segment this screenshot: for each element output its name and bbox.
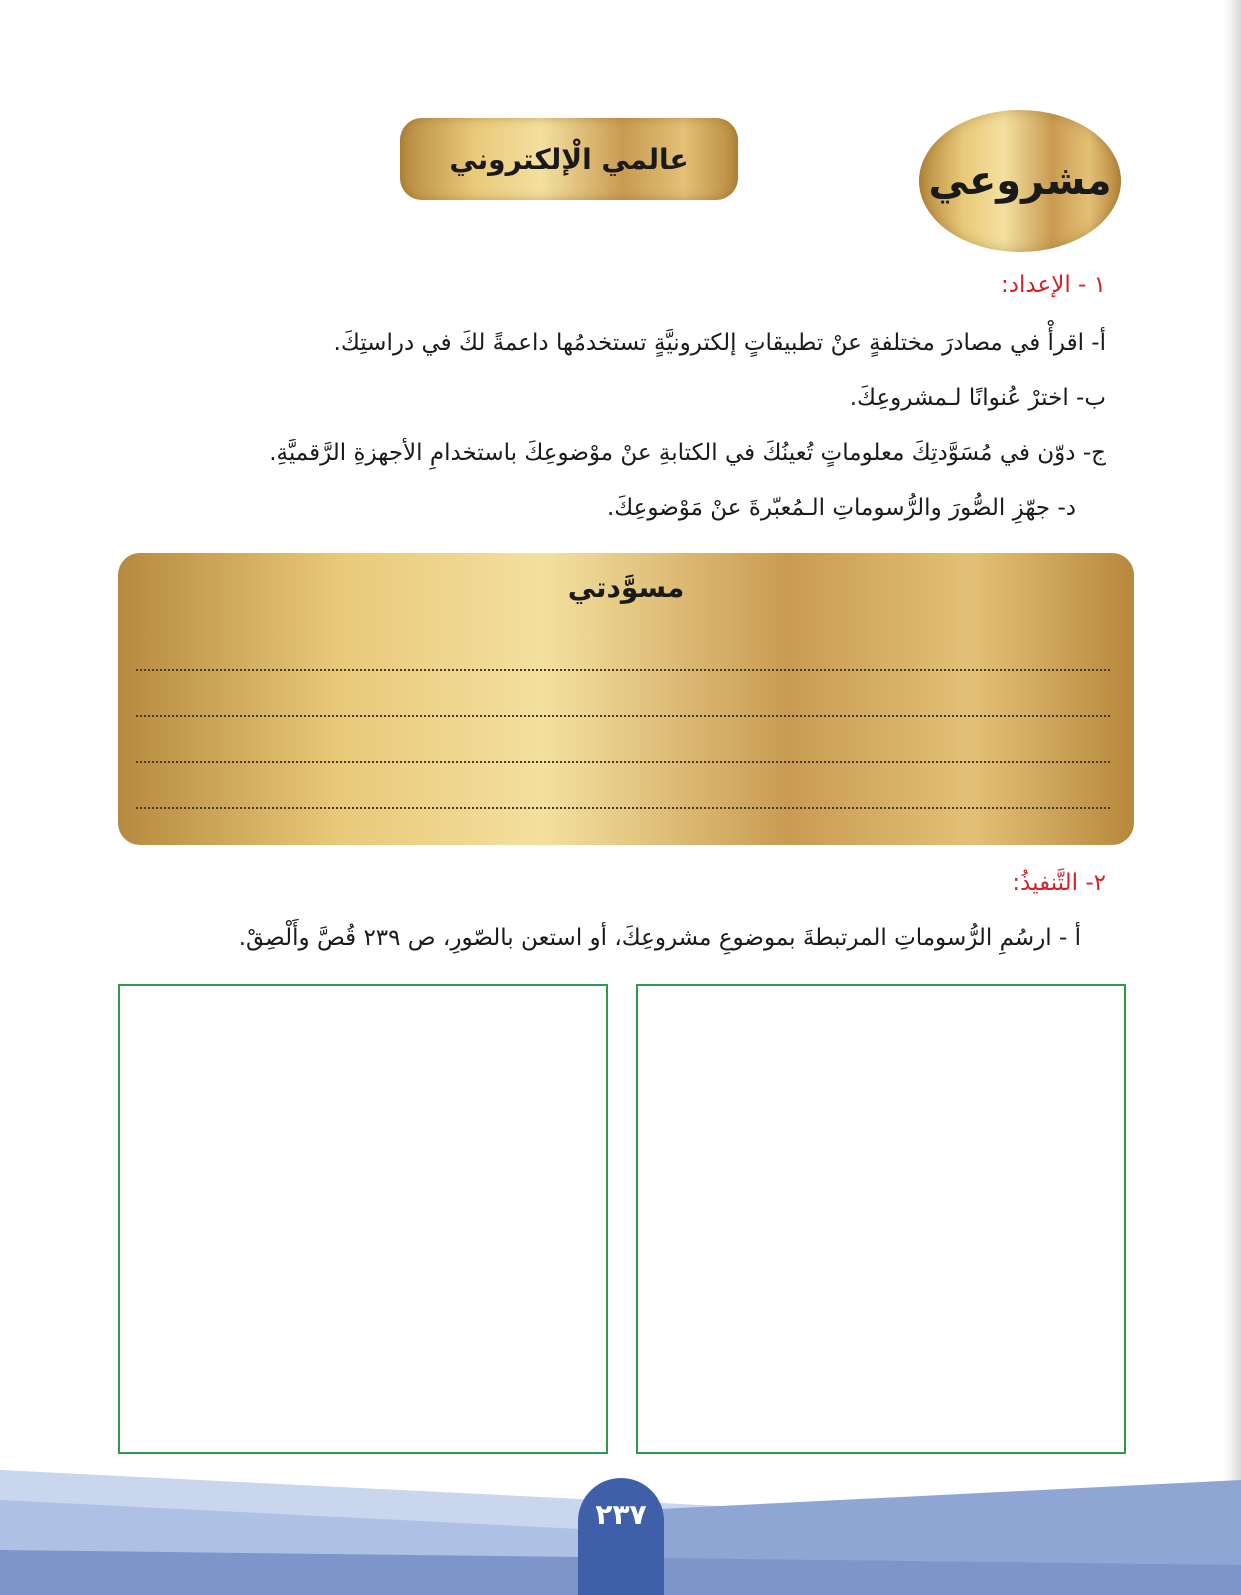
draft-writing-line[interactable] [136, 715, 1110, 717]
draft-box [118, 553, 1134, 845]
page-edge-shadow [1223, 0, 1241, 1595]
drawing-frame-left[interactable] [118, 984, 608, 1454]
title-banner [400, 118, 738, 200]
project-badge-label: مشروعي [928, 158, 1112, 204]
page-title: عالمي الْإلكتروني [449, 142, 689, 176]
page-number: ٢٣٧ [595, 1498, 647, 1531]
preparation-heading: ١ - الإعداد: [1001, 272, 1106, 298]
project-badge [919, 110, 1121, 252]
draft-writing-line[interactable] [136, 669, 1110, 671]
execution-item-a: أ - ارسُمِ الرُّسوماتِ المرتبطةَ بموضوعِ مشروعِكَ، أو استعن بالصّورِ، ص ٢٣٩ قُصَّ وأَلْصِقْ. [238, 925, 1081, 951]
preparation-item-c: ج- دوّن في مُسَوَّدتِكَ معلوماتٍ تُعينُكَ في الكتابةِ عنْ موْضوعِكَ باستخدامِ الأجهزةِ الرَّقميَّةِ. [269, 440, 1106, 466]
draft-title: مسوَّدتي [567, 571, 685, 604]
draft-writing-line[interactable] [136, 761, 1110, 763]
preparation-item-d: د- جهّزِ الصُّورَ والرُّسوماتِ الـمُعبّرةَ عنْ مَوْضوعِكَ. [606, 495, 1076, 521]
preparation-item-b: ب- اخترْ عُنوانًا لـمشروعِكَ. [849, 385, 1106, 411]
page-number-tab [578, 1478, 664, 1595]
drawing-frame-right[interactable] [636, 984, 1126, 1454]
draft-writing-line[interactable] [136, 807, 1110, 809]
preparation-item-a: أ- اقرأْ في مصادرَ مختلفةٍ عنْ تطبيقاتٍ إلكترونيَّةٍ تستخدمُها داعمةً لكَ في دراستِكَ. [333, 330, 1106, 356]
execution-heading: ٢- التَّنفيذُ: [1012, 870, 1106, 896]
